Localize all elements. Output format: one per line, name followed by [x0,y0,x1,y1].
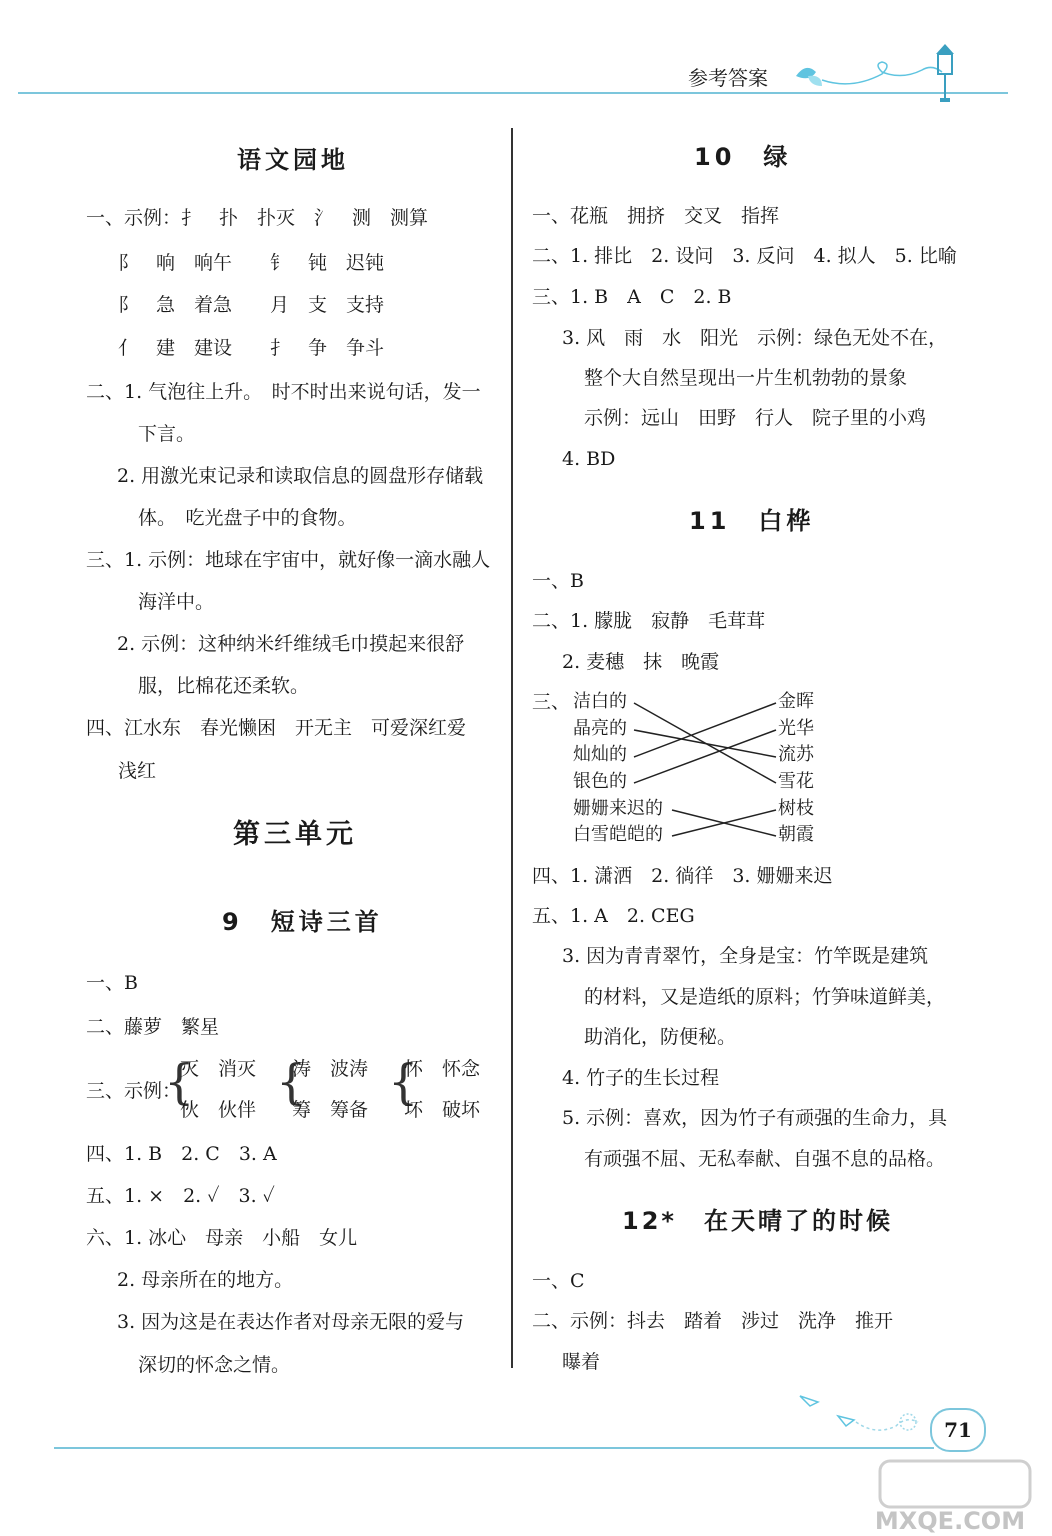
header-title: 参考答案 [688,66,768,90]
answer-line: 四、1. B 2. C 3. A [86,1143,277,1165]
answer-line: 海洋中。 [138,591,215,613]
match-line [634,730,776,757]
answer-line: 整个大自然呈现出一片生机勃勃的景象 [584,367,908,389]
butterfly-lamp-decoration-icon [786,36,976,106]
brace-icon: { [388,1054,419,1110]
match-right-item: 树枝 [778,798,814,819]
match-right-item: 雪花 [778,771,814,792]
match-left-item: 灿灿的 [573,744,627,765]
answer-line: 四、1. 潇洒 2. 徜徉 3. 姗姗来迟 [532,865,833,887]
answer-line: 一、示例：扌 扑 扑灭 氵 测 测算 [86,207,429,229]
word-group-item: 坏 破坏 [404,1099,481,1121]
answer-line: 3. 因为青青翠竹，全身是宝：竹竿既是建筑 [562,945,929,967]
match-left-item: 银色的 [573,771,627,792]
answer-line: 二、示例：抖去 踏着 涉过 洗净 推开 [532,1310,894,1332]
answer-line: 2. 母亲所在的地方。 [117,1269,294,1291]
matching-lines [630,695,780,845]
match-right-item: 光华 [778,718,814,739]
answer-line: 深切的怀念之情。 [138,1354,291,1376]
section-title-12: 12* 在天晴了的时候 [622,1207,893,1235]
answer-line: 示例：远山 田野 行人 院子里的小鸡 [584,407,927,429]
answer-line: 亻 建 建设 扌 争 争斗 [118,337,385,359]
answer-line: 一、C [532,1270,585,1292]
answer-line: 浅红 [118,760,157,782]
answer-line: 一、B [532,570,584,592]
unit-title: 第三单元 [233,819,357,850]
section-title-10: 10 绿 [694,143,792,171]
answer-line: 阝 急 着急 月 支 支持 [118,294,385,316]
word-group-item: 筹 筹备 [292,1099,369,1121]
answer-line: 二、1. 排比 2. 设问 3. 反问 4. 拟人 5. 比喻 [532,245,957,267]
section-title-yuwenyuandi: 语文园地 [237,146,349,174]
answer-line: 三、1. B A C 2. B [532,286,732,308]
watermark-logo [850,1455,1050,1535]
match-right-item: 金晖 [778,691,814,712]
watermark-text: MXQE.COM [874,1507,1026,1535]
answer-line: 体。 吃光盘子中的食物。 [138,507,357,529]
word-group-item: 伙 伙伴 [180,1099,257,1121]
answer-line: 4. 竹子的生长过程 [562,1067,720,1089]
match-left-item: 晶亮的 [573,718,627,739]
answer-line: 二、1. 气泡往上升。 时不时出来说句话，发一 [86,381,481,403]
answer-line: 下言。 [138,423,196,445]
paper-plane-decoration-icon [790,1384,930,1444]
answer-line: 六、1. 冰心 母亲 小船 女儿 [86,1227,358,1249]
answer-line: 三、1. 示例：地球在宇宙中，就好像一滴水融人 [86,549,491,571]
answer-line: 二、1. 朦胧 寂静 毛茸茸 [532,610,766,632]
answer-line: 3. 因为这是在表达作者对母亲无限的爱与 [117,1311,465,1333]
answer-line: 2. 用激光束记录和读取信息的圆盘形存储载 [117,465,484,487]
footer-rule [54,1447,934,1449]
answer-line: 5. 示例：喜欢，因为竹子有顽强的生命力，具 [562,1107,948,1129]
match-line [634,703,776,757]
match-left-item: 白雪皑皑的 [573,824,663,845]
answer-line: 五、1. A 2. CEG [532,905,695,927]
column-divider [511,128,513,1368]
word-group-item: 怀 怀念 [404,1058,481,1080]
answer-line: 2. 示例：这种纳米纤维绒毛巾摸起来很舒 [117,633,465,655]
answer-line: 一、花瓶 拥挤 交叉 指挥 [532,205,780,227]
answer-line: 曝着 [562,1351,601,1373]
answer-line: 四、江水东 春光懒困 开无主 可爱深红爱 [86,717,467,739]
match-line [634,730,776,783]
answer-line: 的材料，又是造纸的原料；竹笋味道鲜美， [584,986,946,1008]
answer-line: 2. 麦穗 抹 晚霞 [562,651,720,673]
answer-line: 三、 [532,691,571,713]
section-title-11: 11 白桦 [689,507,815,535]
answer-line: 阝 响 响午 钅 钝 迟钝 [118,252,385,274]
section-title-9: 9 短诗三首 [222,908,383,936]
brace-icon: { [164,1054,195,1110]
page-number: 71 [930,1408,986,1452]
match-left-item: 姗姗来迟的 [573,798,663,819]
answer-line: 三、示例： [86,1080,182,1102]
word-group-item: 涛 波涛 [292,1058,369,1080]
brace-icon: { [276,1054,307,1110]
match-right-item: 朝霞 [778,824,814,845]
answer-line: 五、1. × 2. ✓ 3. ✓ [86,1185,275,1207]
answer-line: 3. 风 雨 水 阳光 示例：绿色无处不在， [562,327,948,349]
answer-line: 服，比棉花还柔软。 [138,675,310,697]
answer-line: 助消化，防便秘。 [584,1026,737,1048]
word-group-item: 灭 消灭 [180,1058,257,1080]
match-left-item: 洁白的 [573,691,627,712]
answer-line: 4. BD [562,448,616,470]
answer-line: 二、藤萝 繁星 [86,1016,220,1038]
match-right-item: 流苏 [778,744,814,765]
answer-line: 有顽强不屈、无私奉献、自强不息的品格。 [584,1148,946,1170]
answer-line: 一、B [86,972,138,994]
